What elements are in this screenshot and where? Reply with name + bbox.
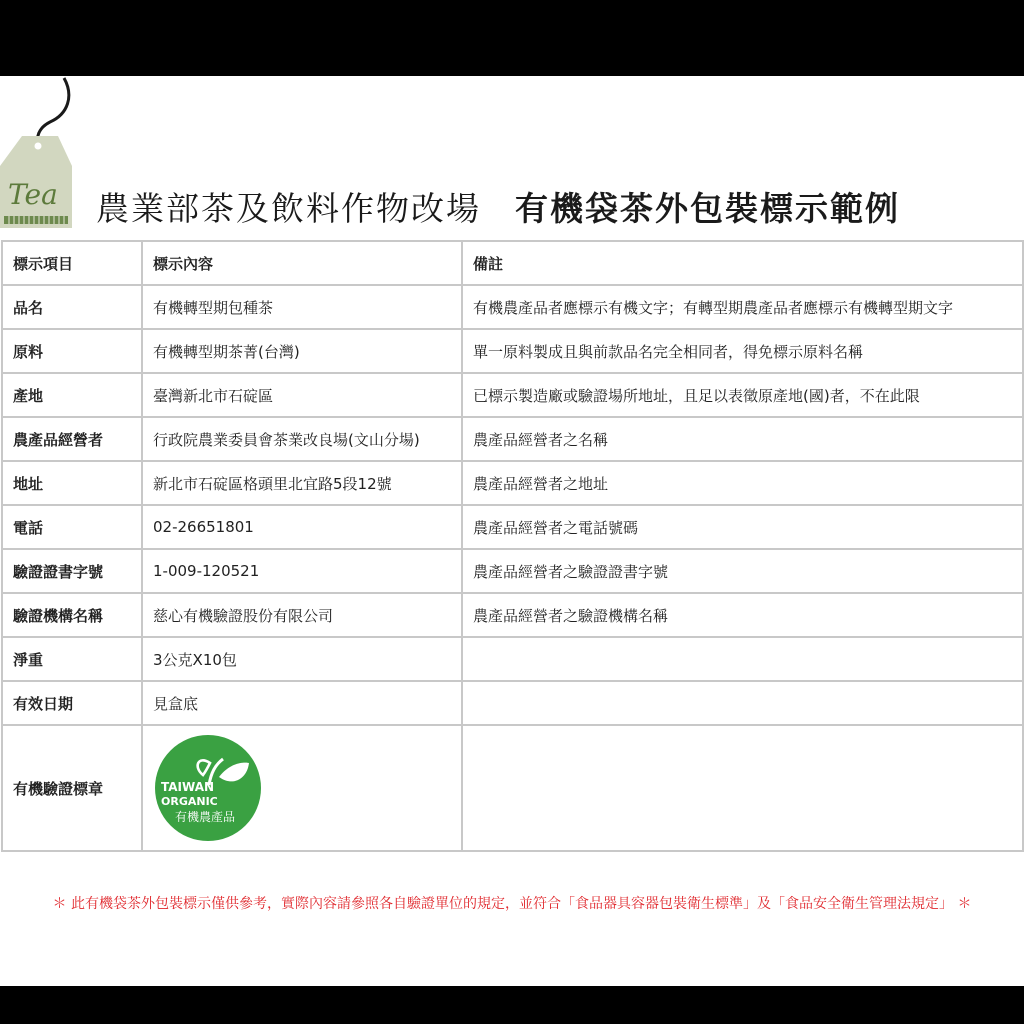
cell-content: 新北市石碇區格頭里北宜路5段12號 bbox=[142, 461, 462, 505]
table-row bbox=[2, 593, 1023, 637]
table-row bbox=[2, 329, 1023, 373]
cell-content: 慈心有機驗證股份有限公司 bbox=[142, 593, 462, 637]
cell-content: 3公克X10包 bbox=[142, 637, 462, 681]
cell-note: 有機農產品者應標示有機文字；有轉型期農產品者應標示有機轉型期文字 bbox=[462, 285, 1023, 329]
cell-note: 農產品經營者之驗證機構名稱 bbox=[462, 593, 1023, 637]
header-note: 備註 bbox=[462, 241, 1023, 285]
cell-note: 農產品經營者之驗證證書字號 bbox=[462, 549, 1023, 593]
cell-note bbox=[462, 637, 1023, 681]
cell-item: 電話 bbox=[2, 505, 142, 549]
footnote: ＊ 此有機袋茶外包裝標示僅供參考，實際內容請參照各自驗證單位的規定，並符合「食品器具容器包裝衛生標準」及「食品安全衛生管理法規定」 ＊ bbox=[52, 896, 972, 912]
seal-text-taiwan: TAIWAN bbox=[161, 780, 215, 794]
cell-seal bbox=[142, 725, 462, 851]
cell-note bbox=[462, 681, 1023, 725]
cell-note: 農產品經營者之名稱 bbox=[462, 417, 1023, 461]
cell-item: 有機驗證標章 bbox=[2, 725, 142, 851]
document-page bbox=[0, 76, 1024, 986]
cell-item: 地址 bbox=[2, 461, 142, 505]
seal-text-chinese: 有機農產品 bbox=[175, 810, 236, 824]
cell-content: 有機轉型期包種茶 bbox=[142, 285, 462, 329]
cell-item: 有效日期 bbox=[2, 681, 142, 725]
table-row bbox=[2, 549, 1023, 593]
table-row bbox=[2, 681, 1023, 725]
title-organization: 農業部茶及飲料作物改場 bbox=[96, 188, 481, 228]
cell-item: 淨重 bbox=[2, 637, 142, 681]
cell-content: 行政院農業委員會茶業改良場(文山分場) bbox=[142, 417, 462, 461]
header-content: 標示內容 bbox=[142, 241, 462, 285]
cell-note bbox=[462, 725, 1023, 851]
table-row bbox=[2, 637, 1023, 681]
cell-content: 02-26651801 bbox=[142, 505, 462, 549]
cell-item: 產地 bbox=[2, 373, 142, 417]
table-row bbox=[2, 373, 1023, 417]
table-row-seal bbox=[2, 725, 1023, 851]
table-row bbox=[2, 505, 1023, 549]
tea-logo-text: Tea bbox=[8, 178, 58, 211]
cell-content: 有機轉型期茶菁(台灣) bbox=[142, 329, 462, 373]
cell-note: 單一原料製成且與前款品名完全相同者，得免標示原料名稱 bbox=[462, 329, 1023, 373]
table-row bbox=[2, 461, 1023, 505]
cell-note: 農產品經營者之電話號碼 bbox=[462, 505, 1023, 549]
cell-note: 已標示製造廠或驗證場所地址，且足以表徵原產地(國)者，不在此限 bbox=[462, 373, 1023, 417]
cell-item: 品名 bbox=[2, 285, 142, 329]
cell-item: 驗證機構名稱 bbox=[2, 593, 142, 637]
cell-note: 農產品經營者之地址 bbox=[462, 461, 1023, 505]
table-header-row bbox=[2, 241, 1023, 285]
table-row bbox=[2, 417, 1023, 461]
cell-content: 臺灣新北市石碇區 bbox=[142, 373, 462, 417]
cell-content: 見盒底 bbox=[142, 681, 462, 725]
seal-text-organic: ORGANIC bbox=[161, 795, 218, 808]
header-item: 標示項目 bbox=[2, 241, 142, 285]
label-table bbox=[1, 240, 1024, 852]
cell-item: 農產品經營者 bbox=[2, 417, 142, 461]
title-subject: 有機袋茶外包裝標示範例 bbox=[515, 188, 900, 228]
table-row bbox=[2, 285, 1023, 329]
organic-seal-icon bbox=[153, 733, 263, 843]
cell-item: 原料 bbox=[2, 329, 142, 373]
tea-tag-logo bbox=[0, 76, 75, 236]
cell-item: 驗證證書字號 bbox=[2, 549, 142, 593]
page-title bbox=[96, 181, 1014, 231]
cell-content: 1-009-120521 bbox=[142, 549, 462, 593]
